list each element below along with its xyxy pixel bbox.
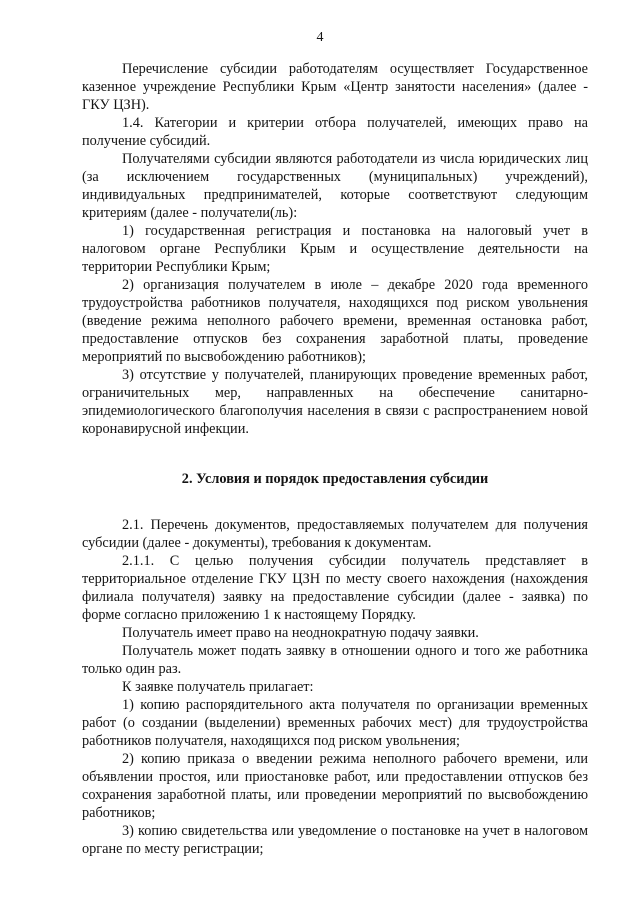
paragraph: 2) копию приказа о введении режима неполного рабочего времени, или объявлении простоя, или приостановке работ, или предоставлении отпусков без сохранения заработной платы, или проведении мероприятий по высвобождению работников; — [82, 751, 588, 821]
paragraph: Получателями субсидии являются работодатели из числа юридических лиц (за исключением государственных (муниципальных) учреждений), индивидуальных предпринимателей, которые соответствуют следующим критериям (далее - получатели(ль): — [82, 151, 588, 221]
paragraph: К заявке получатель прилагает: — [122, 679, 314, 695]
paragraph: Перечисление субсидии работодателям осуществляет Государственное казенное учреждение Республики Крым «Центр занятости населения» (далее - ГКУ ЦЗН). — [82, 61, 588, 113]
paragraph: 1) копию распорядительного акта получателя по организации временных работ (о создании (выделении) временных рабочих мест) для трудоустройства работников получателя, находящихся под риском увольнения; — [82, 697, 588, 749]
paragraph: 1.4. Категории и критерии отбора получателей, имеющих право на получение субсидий. — [82, 115, 588, 149]
paragraph: 2) организация получателем в июле – декабре 2020 года временного трудоустройства работников получателя, находящихся под риском увольнения (введение режима неполного рабочего времени, временная остановка работ, предоставление отпусков без сохранения заработной платы, проведение мероприятий по высвобождению работников); — [82, 277, 588, 365]
paragraph: Получатель имеет право на неоднократную подачу заявки. — [122, 625, 479, 641]
paragraph: 1) государственная регистрация и постановка на налоговый учет в налоговом органе Республики Крым и осуществление деятельности на территории Республики Крым; — [82, 223, 588, 275]
paragraph: 2.1.1. С целью получения субсидии получатель представляет в территориальное отделение ГКУ ЦЗН по месту своего нахождения (нахождения филиала получателя) заявку на предоставление субсидии (далее - заявка) по форме согласно приложению 1 к настоящему Порядку. — [82, 553, 588, 623]
paragraph: Получатель может подать заявку в отношении одного и того же работника только один раз. — [82, 643, 588, 677]
document-body — [82, 60, 588, 858]
paragraph: 3) копию свидетельства или уведомление о постановке на учет в налоговом органе по месту регистрации; — [82, 823, 588, 857]
paragraph: 2.1. Перечень документов, предоставляемых получателем для получения субсидии (далее - документы), требования к документам. — [82, 517, 588, 551]
spacer — [82, 438, 588, 470]
page-number: 4 — [316, 30, 324, 45]
paragraph: 3) отсутствие у получателей, планирующих проведение временных работ, ограничительных мер, направленных на обеспечение санитарно-эпидемиологического благополучия населения в связи с распространением новой коронавирусной инфекции. — [82, 367, 588, 437]
section-heading: 2. Условия и порядок предоставления субсидии — [181, 471, 489, 487]
spacer — [82, 488, 588, 516]
